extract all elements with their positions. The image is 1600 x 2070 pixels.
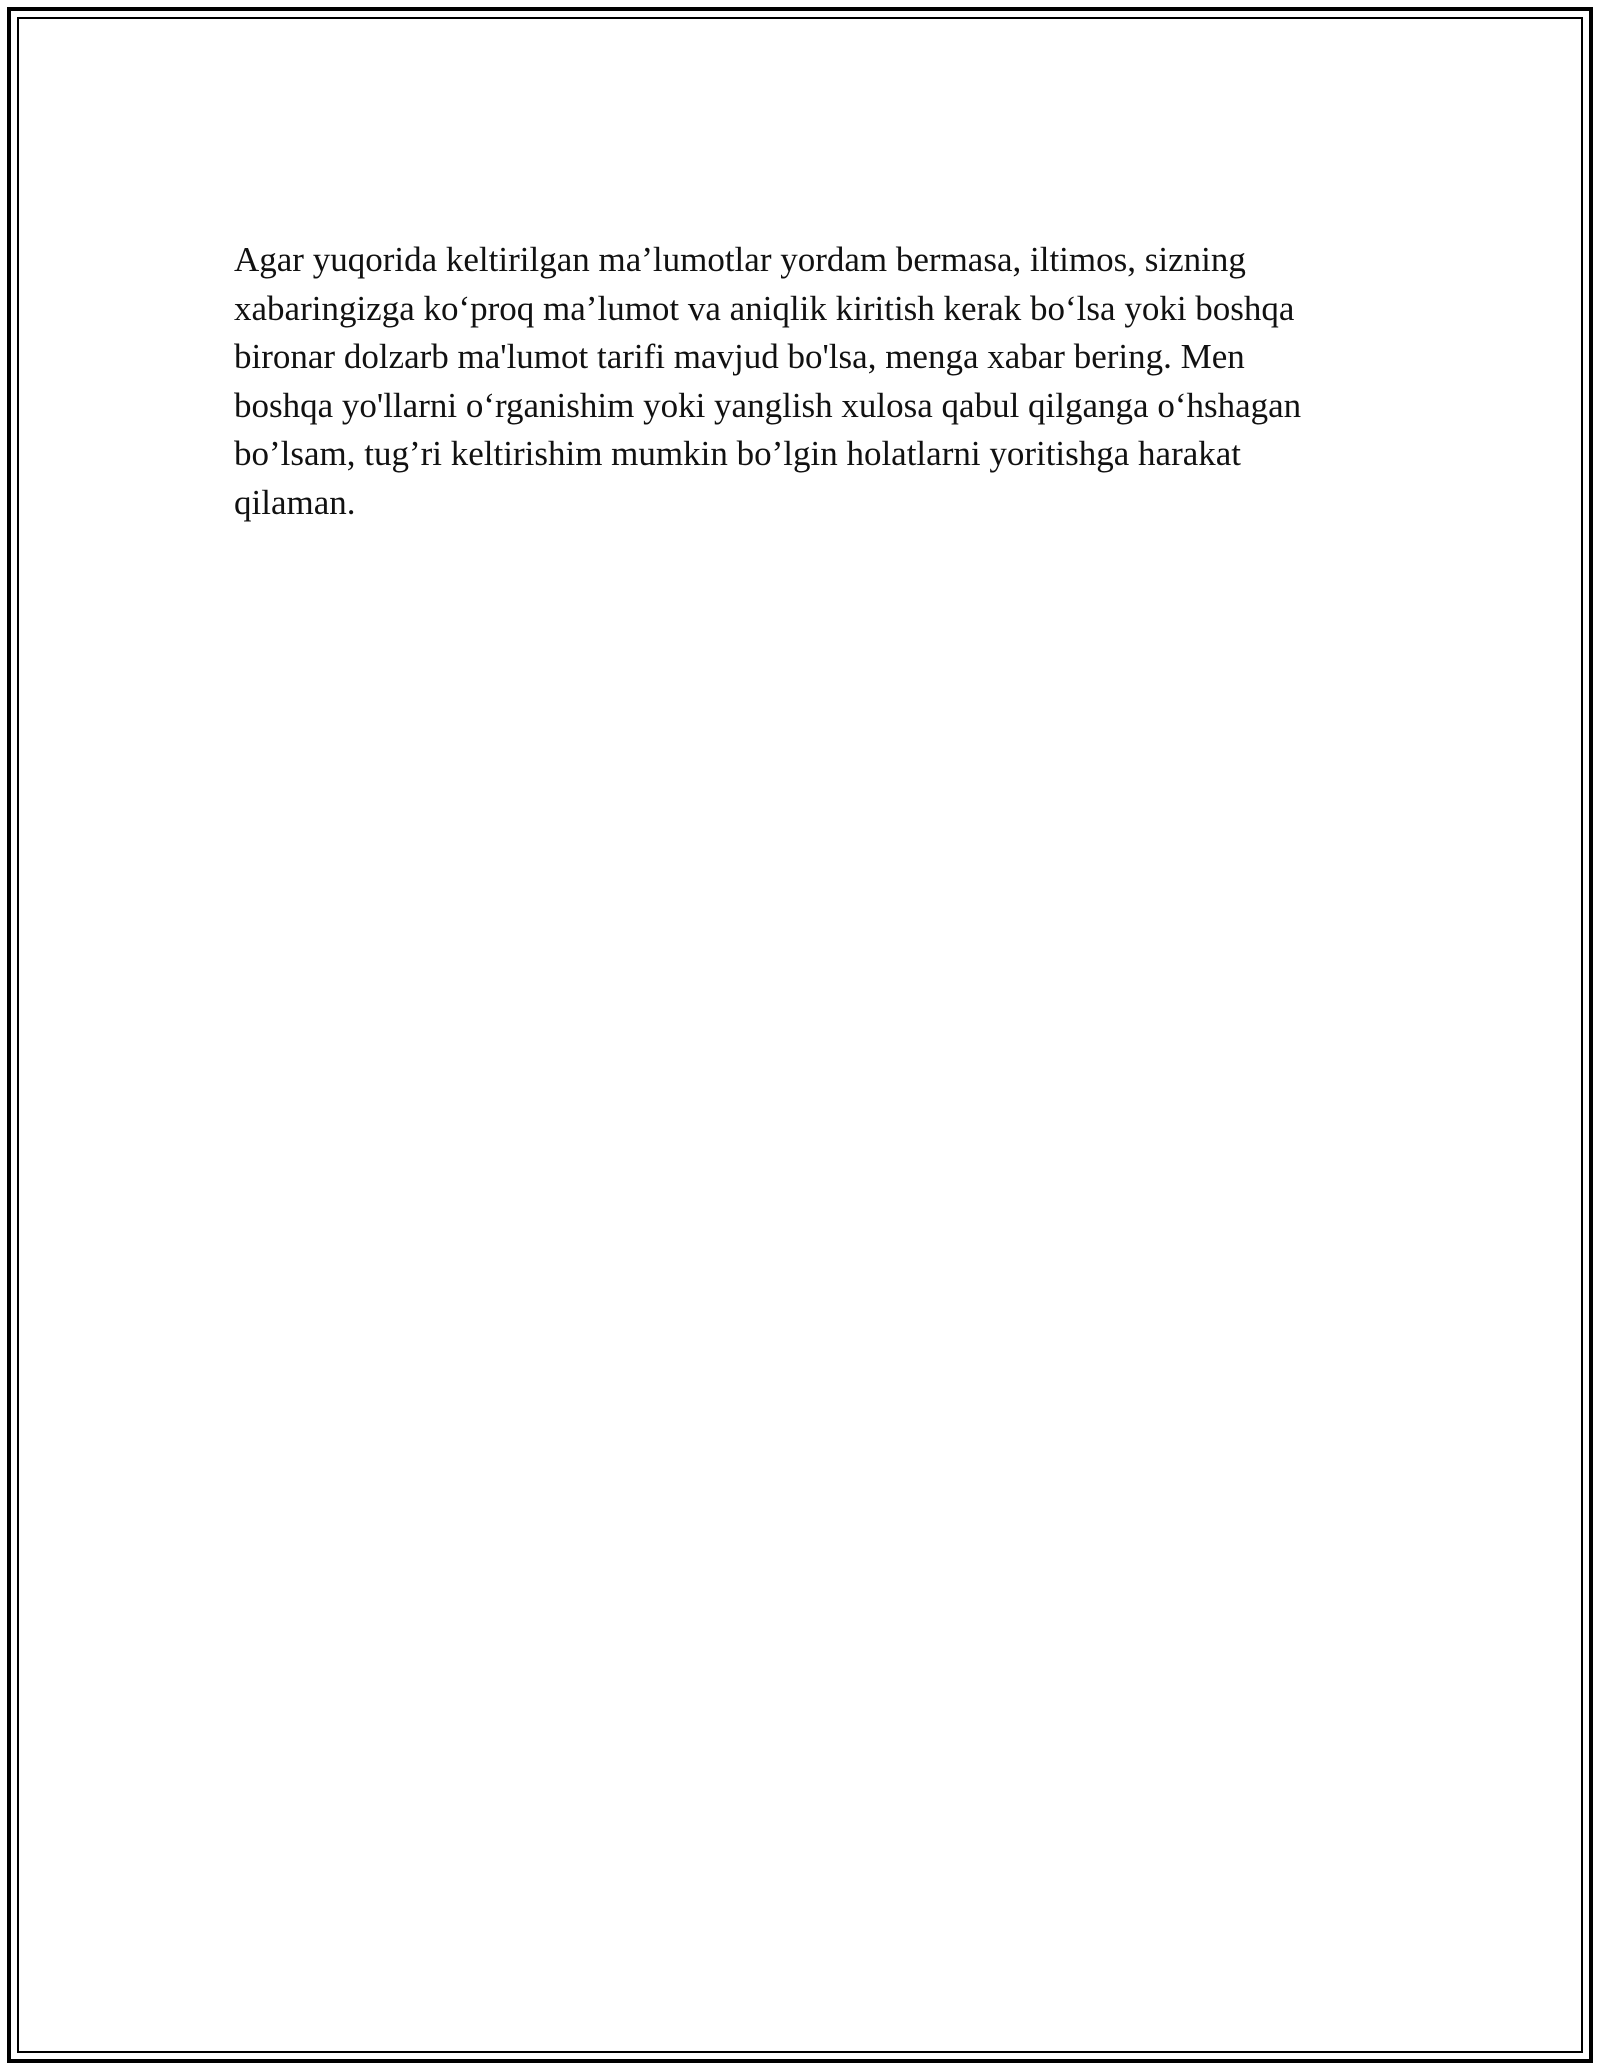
paragraph-line: Agar yuqorida keltirilgan ma’lumotlar yordam bermasa, iltimos, sizning: [234, 240, 1246, 279]
paragraph-line: boshqa yo'llarni o‘rganishim yoki yanglish xulosa qabul qilganga o‘hshagan: [234, 385, 1302, 425]
paragraph-line: xabaringizga ko‘proq ma’lumot va aniqlik kiritish kerak bo‘lsa yoki boshqa: [234, 288, 1295, 328]
paragraph-line: bironar dolzarb ma'lumot tarifi mavjud bo'lsa, menga xabar bering. Men: [234, 337, 1245, 376]
paragraph-line: qilaman.: [234, 482, 356, 522]
paragraph-line: bo’lsam, tug’ri keltirishim mumkin bo’lgin holatlarni yoritishga harakat: [234, 434, 1242, 473]
body-paragraph: [234, 236, 1364, 527]
